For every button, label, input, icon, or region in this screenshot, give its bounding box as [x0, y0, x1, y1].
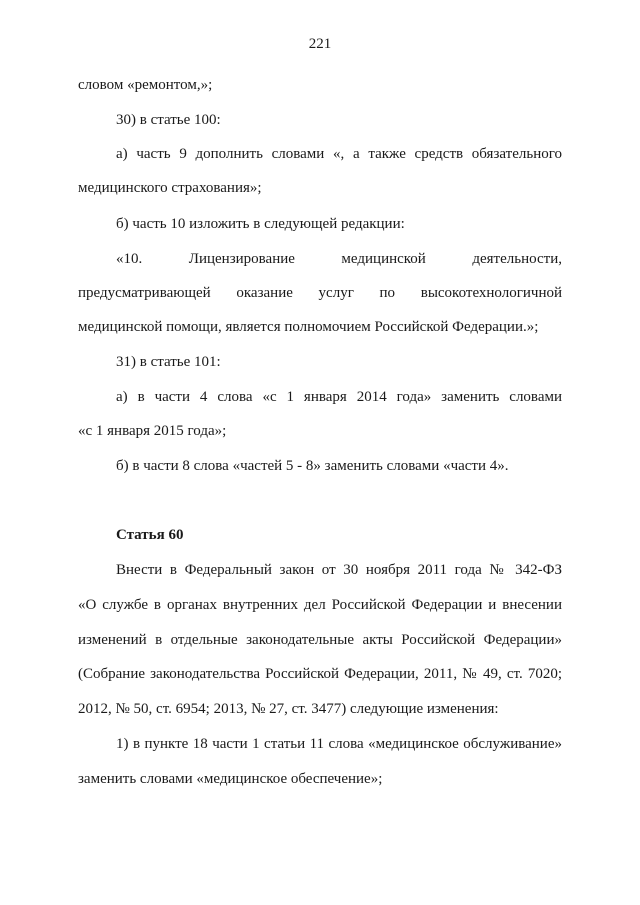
text-line: 30) в статье 100: [116, 112, 221, 128]
text-line: б) часть 10 изложить в следующей редакции: [116, 216, 405, 232]
text-line: «10. Лицензирование медицинской деятельности, [116, 251, 562, 267]
text-line: (Собрание законодательства Российской Федерации, 2011, № 49, ст. 7020; [78, 666, 562, 682]
text-line: б) в части 8 слова «частей 5 - 8» заменить словами «части 4». [116, 458, 509, 474]
article-heading: Статья 60 [116, 527, 184, 543]
text-line: «О службе в органах внутренних дел Российской Федерации и внесении [78, 597, 562, 613]
text-line: словом «ремонтом,»; [78, 77, 213, 93]
text-line: изменений в отдельные законодательные акты Российской Федерации» [78, 632, 562, 648]
text-line: 1) в пункте 18 части 1 статьи 11 слова «медицинское обслуживание» [116, 736, 562, 752]
text-line: Внести в Федеральный закон от 30 ноября 2011 года № 342-ФЗ [116, 562, 562, 578]
text-line: предусматривающей оказание услуг по высокотехнологичной [78, 285, 562, 301]
text-line: 2012, № 50, ст. 6954; 2013, № 27, ст. 3477) следующие изменения: [78, 701, 499, 717]
text-line: заменить словами «медицинское обеспечение»; [78, 771, 383, 787]
text-line: «с 1 января 2015 года»; [78, 423, 227, 439]
text-line: а) часть 9 дополнить словами «, а также средств обязательного [116, 146, 562, 162]
text-line: 31) в статье 101: [116, 354, 221, 370]
page-number: 221 [308, 36, 332, 52]
text-line: медицинской помощи, является полномочием Российской Федерации.»; [78, 319, 539, 335]
text-line: медицинского страхования»; [78, 180, 262, 196]
text-line: а) в части 4 слова «с 1 января 2014 года» заменить словами [116, 389, 562, 405]
